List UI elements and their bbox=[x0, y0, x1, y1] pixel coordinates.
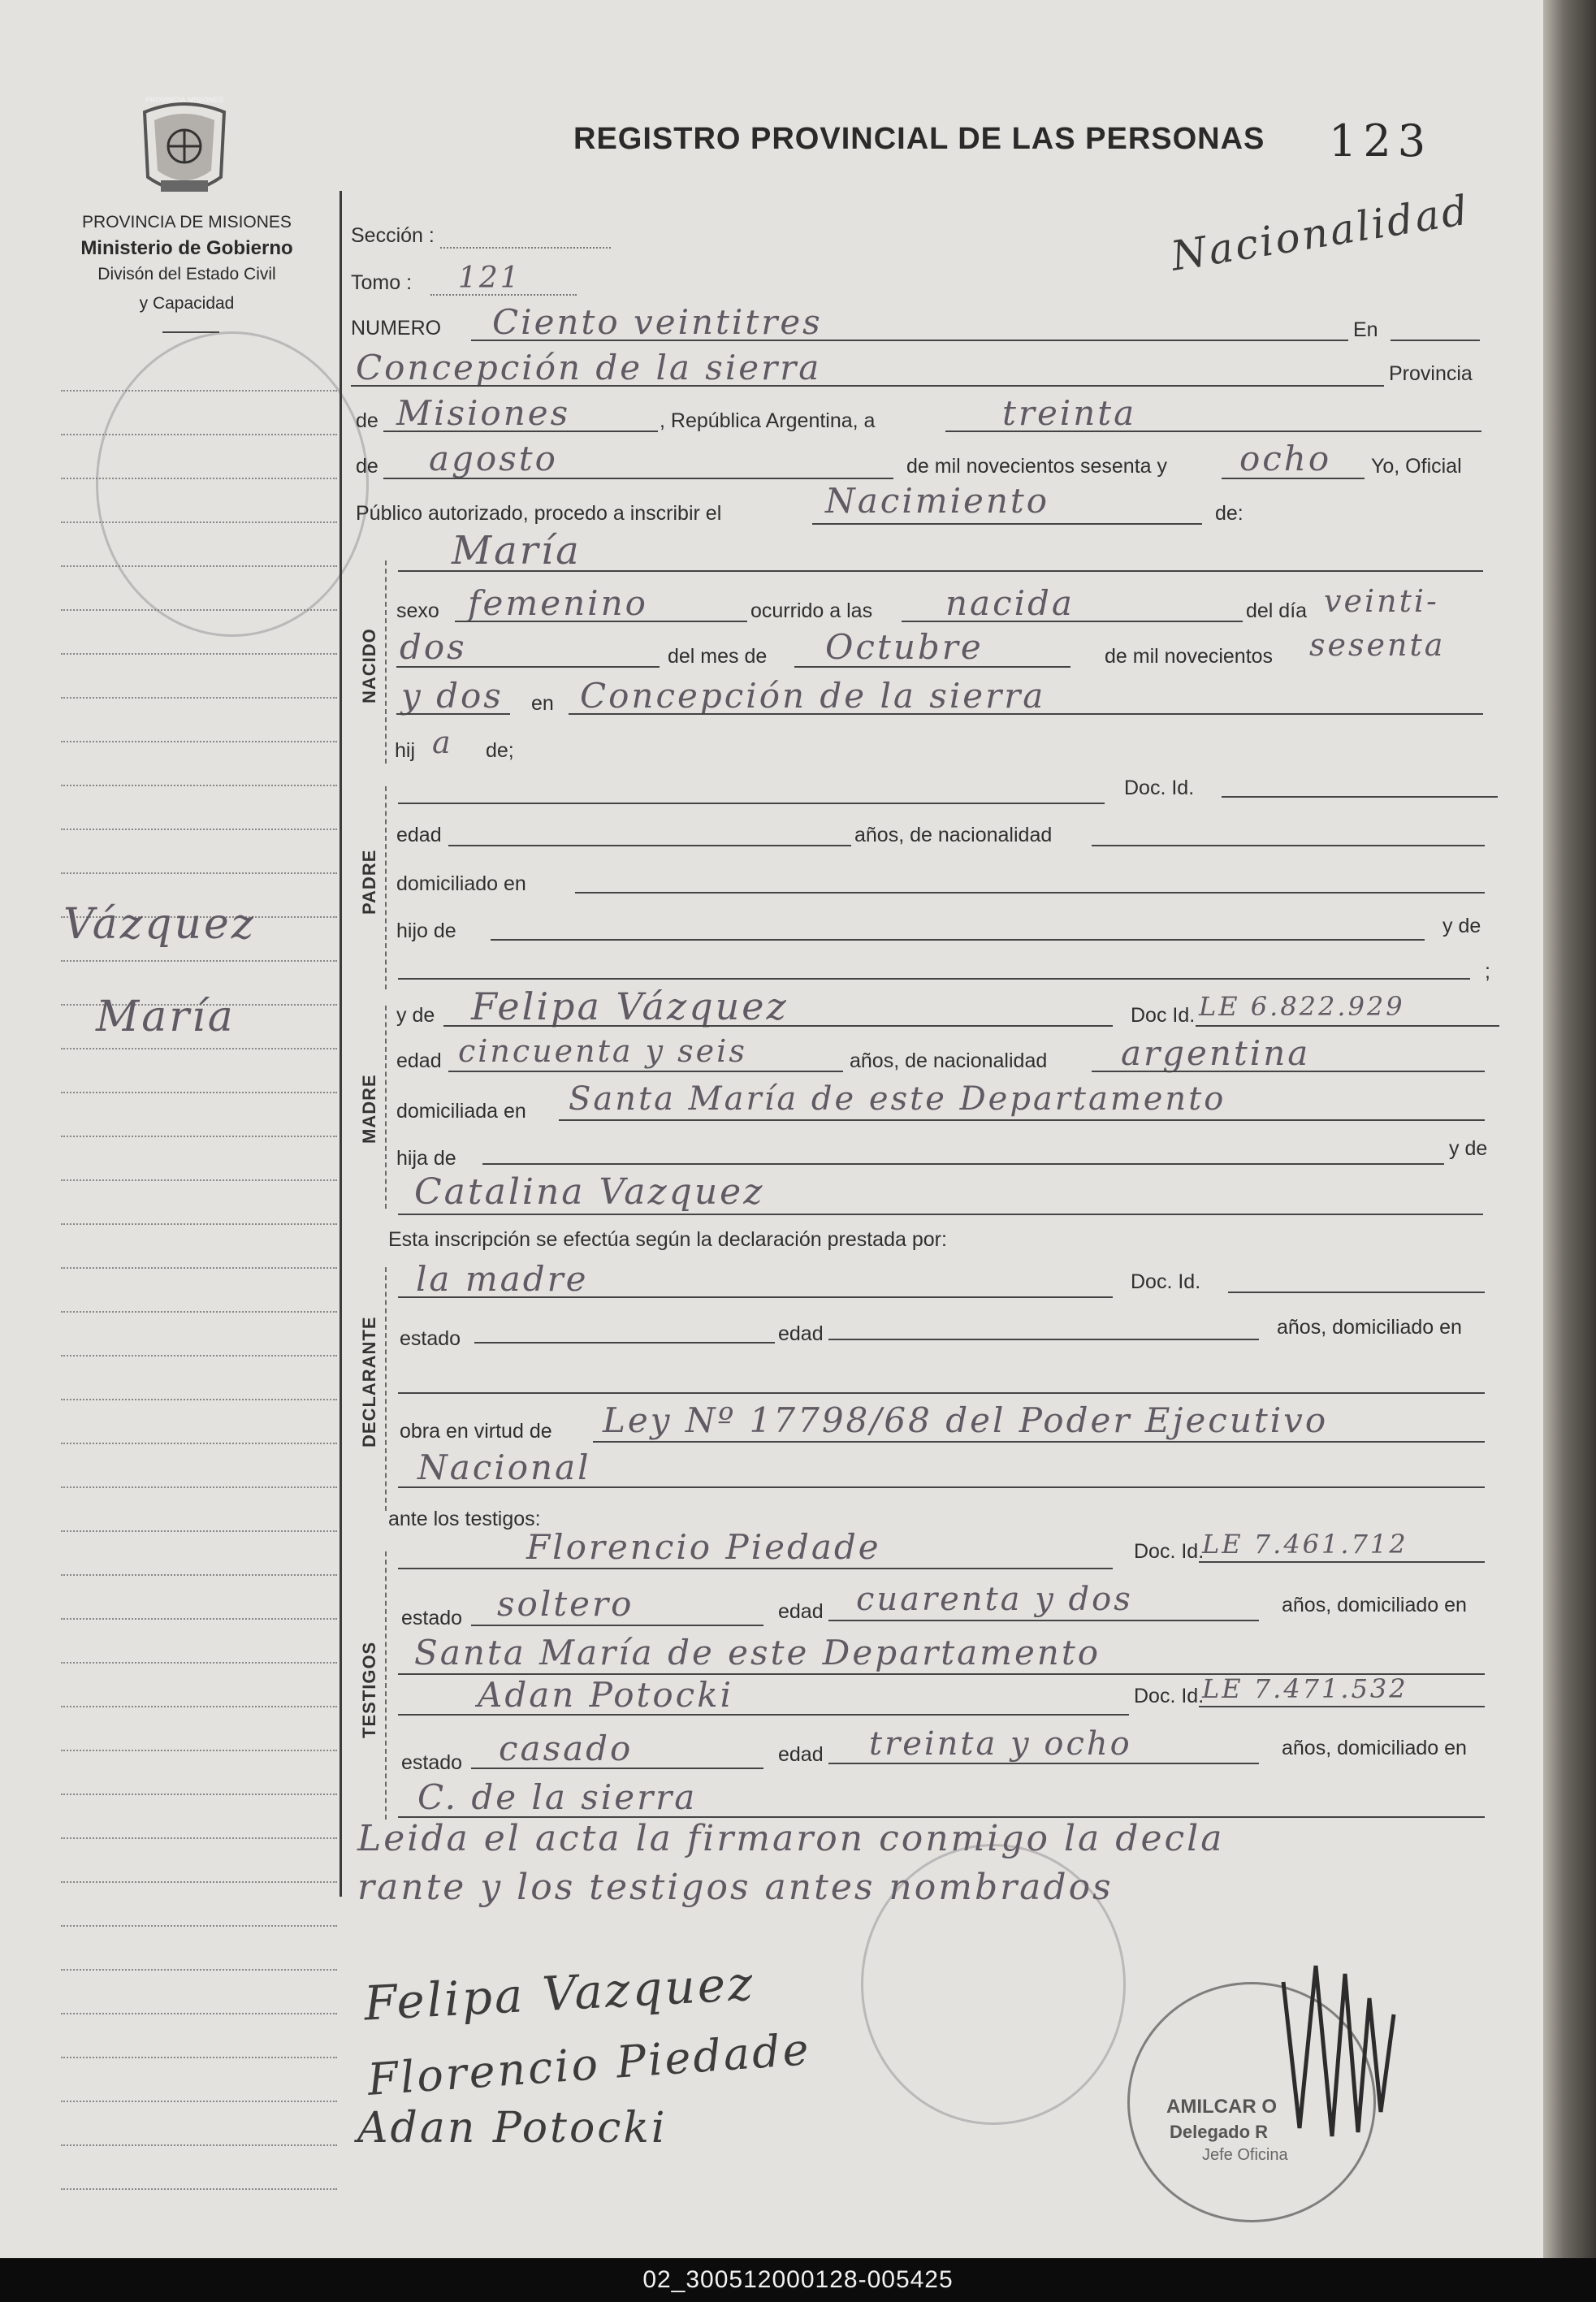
margin-line bbox=[61, 1486, 337, 1488]
padre-hijo-label: hijo de bbox=[396, 920, 456, 942]
madre-nacionalidad-line bbox=[1092, 1071, 1485, 1072]
madre-y-de-label-2: y de bbox=[1449, 1137, 1488, 1160]
testigo1-domicilio: Santa María de este Departamento bbox=[414, 1633, 1101, 1672]
testigo2-domicilio: C. de la sierra bbox=[417, 1777, 698, 1817]
padre-edad-label: edad bbox=[396, 824, 442, 846]
place-line bbox=[351, 385, 1384, 387]
anio-line-2 bbox=[396, 713, 510, 715]
authority-line-4: y Capacidad bbox=[139, 294, 235, 313]
seal-text: PROVINCIA MISIONES bbox=[145, 96, 224, 104]
official-office: Jefe Oficina bbox=[1202, 2146, 1288, 2164]
madre-edad-label: edad bbox=[396, 1049, 442, 1072]
margin-line bbox=[61, 1750, 337, 1751]
madre-doc-value: LE 6.822.929 bbox=[1199, 991, 1405, 1022]
padre-border bbox=[385, 786, 387, 989]
testigo1-anios-label: años, domiciliado en bbox=[1282, 1594, 1467, 1616]
margin-line bbox=[61, 2144, 337, 2146]
testigo2-doc-label: Doc. Id. bbox=[1134, 1685, 1205, 1707]
official-signature-icon bbox=[1267, 1949, 1413, 2144]
margin-line bbox=[61, 2101, 337, 2102]
margin-line bbox=[61, 1530, 337, 1532]
numero-value: Ciento veintitres bbox=[492, 302, 823, 342]
padre-name-line bbox=[398, 803, 1105, 804]
padre-nacionalidad-label: años, de nacionalidad bbox=[854, 824, 1053, 846]
madre-domiciliada-label: domiciliada en bbox=[396, 1100, 526, 1123]
registry-stamp bbox=[861, 1844, 1126, 2125]
margin-line bbox=[61, 1662, 337, 1664]
mes-line bbox=[794, 666, 1070, 668]
margin-line bbox=[61, 1618, 337, 1620]
padre-edad-line bbox=[448, 845, 851, 846]
nacido-en-label: en bbox=[531, 692, 554, 715]
declarante-obra-line-2 bbox=[398, 1486, 1485, 1488]
padre-doc-line bbox=[1222, 796, 1498, 798]
seccion-line bbox=[440, 247, 611, 249]
testigo1-edad-value: cuarenta y dos bbox=[856, 1581, 1133, 1618]
margin-line bbox=[61, 1969, 337, 1971]
declarante-domicilio-line bbox=[398, 1392, 1485, 1394]
margin-line bbox=[61, 872, 337, 874]
testigo1-estado-line bbox=[471, 1625, 763, 1626]
testigo2-doc-value: LE 7.471.532 bbox=[1202, 1673, 1408, 1704]
declarante-nombre-line bbox=[398, 1296, 1113, 1298]
provincia-label: Provincia bbox=[1389, 362, 1473, 385]
sexo-value: femenino bbox=[468, 583, 648, 623]
madre-domicilio-line bbox=[559, 1119, 1485, 1121]
anio-value-2: y dos bbox=[401, 676, 504, 716]
provincial-seal bbox=[136, 96, 232, 201]
nacido-name: María bbox=[452, 528, 582, 573]
margin-line bbox=[61, 1179, 337, 1181]
declarante-border bbox=[385, 1267, 387, 1511]
padre-y-de-line bbox=[398, 978, 1470, 980]
nationality-annotation: Nacionalidad bbox=[1167, 186, 1473, 280]
margin-surname: Vázquez bbox=[63, 900, 257, 949]
sexo-line bbox=[455, 621, 747, 622]
numero-line bbox=[471, 340, 1348, 341]
republica-label: , República Argentina, a bbox=[660, 409, 876, 432]
testigo2-edad-value: treinta y ocho bbox=[869, 1725, 1132, 1763]
madre-section-label: MADRE bbox=[359, 1074, 379, 1144]
ocurrido-line bbox=[902, 621, 1243, 622]
madre-doc-line bbox=[1196, 1025, 1499, 1027]
declarante-edad-label: edad bbox=[778, 1322, 824, 1345]
page-number: 123 bbox=[1329, 115, 1433, 167]
padre-semicolon: ; bbox=[1485, 960, 1490, 983]
hij-de-label: de; bbox=[486, 739, 514, 762]
testigo2-nombre-line bbox=[398, 1714, 1129, 1716]
year-label: de mil novecientos sesenta y bbox=[906, 455, 1168, 478]
madre-hija-label: hija de bbox=[396, 1147, 456, 1170]
authority-line-2: Ministerio de Gobierno bbox=[80, 237, 293, 259]
testigo2-estado-label: estado bbox=[401, 1751, 463, 1774]
declarante-obra-label: obra en virtud de bbox=[400, 1420, 552, 1443]
day-line bbox=[945, 431, 1481, 432]
margin-line bbox=[61, 1443, 337, 1444]
testigo1-nombre: Florencio Piedade bbox=[526, 1527, 881, 1567]
margin-line bbox=[61, 1837, 337, 1839]
padre-section-label: PADRE bbox=[359, 849, 379, 915]
de-province-label: de bbox=[356, 409, 378, 432]
en-line bbox=[1391, 340, 1480, 341]
nacido-name-line bbox=[398, 570, 1483, 572]
declarante-intro: Esta inscripción se efectúa según la declaración prestada por: bbox=[388, 1228, 947, 1251]
signature-2: Florencio Piedade bbox=[365, 2023, 813, 2105]
nacido-border bbox=[385, 560, 387, 764]
signature-3: Adan Potocki bbox=[357, 2104, 668, 2153]
declarante-doc-line bbox=[1228, 1292, 1485, 1293]
declarante-edad-line bbox=[828, 1339, 1259, 1340]
margin-line bbox=[61, 960, 337, 962]
testigo1-nombre-line bbox=[398, 1568, 1113, 1569]
testigo2-estado-line bbox=[471, 1768, 763, 1769]
month-line bbox=[383, 478, 893, 479]
sexo-label: sexo bbox=[396, 599, 439, 622]
lugar-line bbox=[569, 713, 1483, 715]
testigo2-anios-label: años, domiciliado en bbox=[1282, 1737, 1467, 1759]
margin-line bbox=[61, 1925, 337, 1927]
margin-line bbox=[61, 1223, 337, 1225]
padre-hijo-line bbox=[491, 939, 1425, 941]
padre-nacionalidad-line bbox=[1092, 845, 1485, 846]
province-value: Misiones bbox=[396, 393, 571, 433]
de-month-label: de bbox=[356, 455, 378, 478]
year-value: ocho bbox=[1239, 439, 1332, 478]
madre-edad-line bbox=[448, 1071, 843, 1072]
madre-nacionalidad-value: argentina bbox=[1121, 1033, 1311, 1073]
testigo1-edad-line bbox=[828, 1620, 1259, 1621]
margin-line bbox=[61, 1355, 337, 1357]
act-type-line bbox=[812, 523, 1202, 525]
book-spine bbox=[1543, 0, 1596, 2258]
madre-nombre-line bbox=[443, 1025, 1113, 1027]
margin-line bbox=[61, 1267, 337, 1269]
madre-border bbox=[385, 1006, 387, 1209]
hij-label: hij bbox=[395, 739, 416, 762]
margin-line bbox=[61, 785, 337, 786]
month-value: agosto bbox=[429, 439, 558, 478]
official-title: Delegado R bbox=[1170, 2122, 1269, 2142]
margin-line bbox=[61, 1574, 337, 1576]
del-dia-label: del día bbox=[1246, 599, 1308, 622]
testigo1-estado-value: soltero bbox=[497, 1584, 634, 1624]
declarante-estado-label: estado bbox=[400, 1327, 461, 1350]
margin-line bbox=[61, 2057, 337, 2058]
testigo2-estado-value: casado bbox=[499, 1729, 634, 1768]
madre-madre-de: Catalina Vazquez bbox=[414, 1171, 765, 1213]
madre-y-de-label: y de bbox=[396, 1004, 435, 1027]
madre-hija-line bbox=[482, 1163, 1444, 1165]
register-title: REGISTRO PROVINCIAL DE LAS PERSONAS bbox=[573, 122, 1265, 156]
tomo-label: Tomo : bbox=[351, 271, 413, 294]
padre-domicilio-line bbox=[575, 892, 1485, 894]
declarante-doc-label: Doc. Id. bbox=[1131, 1270, 1201, 1293]
yo-label: Yo, Oficial bbox=[1371, 455, 1462, 478]
testigo2-edad-label: edad bbox=[778, 1743, 824, 1766]
testigos-section-label: TESTIGOS bbox=[359, 1641, 379, 1738]
anio-value-1: sesenta bbox=[1309, 627, 1446, 663]
madre-doc-label: Doc Id. bbox=[1131, 1004, 1196, 1027]
closing-line-1: Leida el acta la firmaron conmigo la decla bbox=[357, 1818, 1225, 1859]
margin-line bbox=[61, 1048, 337, 1049]
ocurrido-value: nacida bbox=[945, 583, 1075, 623]
margin-line bbox=[61, 1794, 337, 1795]
main-border bbox=[340, 191, 342, 1897]
declarante-nombre: la madre bbox=[416, 1259, 589, 1299]
closing-line-2: rante y los testigos antes nombrados bbox=[357, 1867, 1114, 1908]
declarante-obra-1: Ley Nº 17798/68 del Poder Ejecutivo bbox=[603, 1400, 1329, 1440]
declarante-obra-line-1 bbox=[593, 1441, 1485, 1443]
publico-label: Público autorizado, procedo a inscribir el bbox=[356, 502, 722, 525]
margin-line bbox=[61, 1311, 337, 1313]
margin-stamp bbox=[96, 331, 369, 637]
numero-label: NUMERO bbox=[351, 317, 442, 340]
margin-given-name: María bbox=[96, 993, 236, 1041]
margin-line bbox=[61, 829, 337, 830]
anio-label: de mil novecientos bbox=[1105, 645, 1274, 668]
official-signature bbox=[1267, 1949, 1413, 2144]
signature-1: Felipa Vazquez bbox=[362, 1955, 757, 2032]
margin-line bbox=[61, 653, 337, 655]
testigo2-nombre: Adan Potocki bbox=[478, 1675, 734, 1715]
dia-value-1: veinti- bbox=[1324, 583, 1439, 619]
testigo1-estado-label: estado bbox=[401, 1607, 463, 1629]
testigos-intro: ante los testigos: bbox=[388, 1508, 541, 1530]
lugar-value: Concepción de la sierra bbox=[580, 676, 1046, 716]
margin-line bbox=[61, 1136, 337, 1137]
authority-line-1: PROVINCIA DE MISIONES bbox=[82, 213, 292, 231]
padre-y-de-label: y de bbox=[1442, 915, 1481, 937]
image-code-footer: 02_300512000128-005425 bbox=[0, 2258, 1596, 2302]
testigo2-edad-line bbox=[828, 1763, 1259, 1764]
year-line bbox=[1222, 478, 1365, 479]
de-colon-label: de: bbox=[1215, 502, 1243, 525]
madre-nombre: Felipa Vázquez bbox=[471, 984, 789, 1028]
act-type-value: Nacimiento bbox=[825, 481, 1050, 521]
margin-line bbox=[61, 697, 337, 699]
tomo-line bbox=[430, 294, 577, 296]
margin-line bbox=[61, 2013, 337, 2014]
tomo-value: 121 bbox=[458, 262, 521, 295]
declarante-anios-label: años, domiciliado en bbox=[1277, 1316, 1462, 1339]
margin-line bbox=[61, 1399, 337, 1400]
declarante-estado-line bbox=[474, 1342, 775, 1344]
province-line bbox=[383, 431, 658, 432]
hij-value: a bbox=[432, 725, 453, 760]
testigo1-doc-line bbox=[1199, 1561, 1485, 1563]
testigo2-doc-line bbox=[1199, 1706, 1485, 1707]
margin-line bbox=[61, 1706, 337, 1707]
padre-domiciliado-label: domiciliado en bbox=[396, 872, 526, 895]
madre-nacionalidad-label: años, de nacionalidad bbox=[850, 1049, 1048, 1072]
nacido-section-label: NACIDO bbox=[359, 628, 379, 703]
authority-line-3: Divisón del Estado Civil bbox=[97, 265, 276, 283]
margin-line bbox=[61, 2188, 337, 2190]
official-name: AMILCAR O bbox=[1166, 2096, 1277, 2118]
declarante-obra-2: Nacional bbox=[417, 1447, 591, 1487]
testigo1-doc-value: LE 7.461.712 bbox=[1202, 1529, 1408, 1560]
seccion-label: Sección : bbox=[351, 224, 435, 247]
seal-icon bbox=[136, 96, 232, 201]
madre-domicilio-value: Santa María de este Departamento bbox=[569, 1080, 1226, 1118]
margin-line bbox=[61, 1092, 337, 1093]
testigos-border bbox=[385, 1551, 387, 1820]
testigo1-doc-label: Doc. Id. bbox=[1134, 1540, 1205, 1563]
testigo1-edad-label: edad bbox=[778, 1600, 824, 1623]
dia-value-2: dos bbox=[400, 627, 467, 667]
dia-line-2 bbox=[396, 666, 660, 668]
ocurrido-label: ocurrido a las bbox=[750, 599, 873, 622]
day-value: treinta bbox=[1002, 393, 1137, 433]
madre-madre-de-line bbox=[398, 1214, 1483, 1215]
mes-label: del mes de bbox=[668, 645, 768, 668]
margin-line bbox=[61, 741, 337, 742]
padre-doc-label: Doc. Id. bbox=[1124, 777, 1195, 799]
madre-edad-value: cincuenta y seis bbox=[458, 1033, 747, 1069]
place-value: Concepción de la sierra bbox=[356, 348, 822, 387]
declarante-section-label: DECLARANTE bbox=[359, 1316, 379, 1447]
mes-value: Octubre bbox=[825, 627, 984, 667]
margin-line bbox=[61, 1881, 337, 1883]
en-label: En bbox=[1353, 318, 1378, 341]
